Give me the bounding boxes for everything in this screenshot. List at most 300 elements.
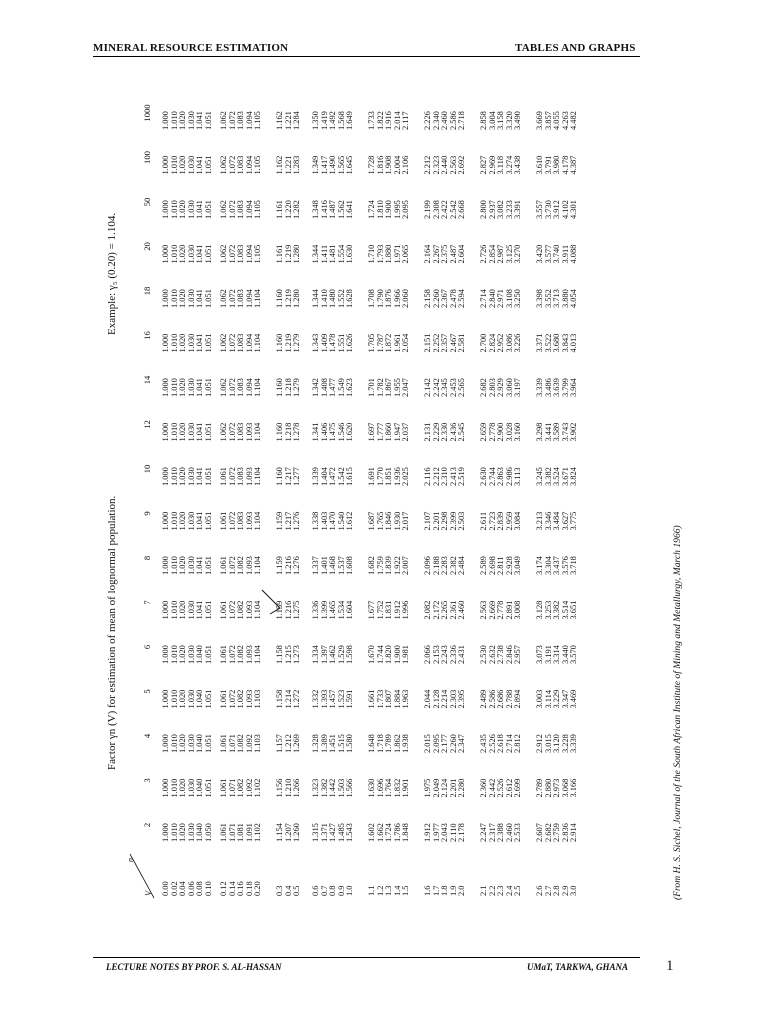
row-label: 0.12 xyxy=(219,881,228,896)
page-footer-right: UMaT, TARKWA, GHANA xyxy=(527,962,629,972)
table-cell: 3.226 xyxy=(513,333,523,353)
value-column xyxy=(424,690,467,709)
value-column xyxy=(312,823,355,842)
value-column xyxy=(424,334,467,353)
table-cell: 1.020 xyxy=(178,200,188,219)
table-cell: 1.161 xyxy=(275,200,284,219)
table-cell: 3.524 xyxy=(552,467,562,486)
value-column xyxy=(162,200,214,219)
table-cell: 1.608 xyxy=(345,556,355,575)
table-cell: 1.010 xyxy=(169,556,179,575)
table-cell: 1.072 xyxy=(227,333,237,353)
value-column xyxy=(276,423,302,442)
table-cell: 3.743 xyxy=(560,422,570,442)
table-cell: 2.811 xyxy=(496,556,506,575)
table-cell: 2.986 xyxy=(504,467,514,486)
table-cell: 1.214 xyxy=(283,689,293,709)
table-cell: 1.072 xyxy=(227,600,237,620)
table-cell: 1.280 xyxy=(292,244,302,264)
row-label: 0.02 xyxy=(169,881,179,896)
value-column xyxy=(276,200,302,219)
rotated-table-region xyxy=(92,90,692,940)
table-cell: 3.339 xyxy=(535,378,544,397)
value-column xyxy=(312,556,355,575)
table-cell: 1.072 xyxy=(227,511,237,531)
table-cell: 2.107 xyxy=(423,511,432,531)
table-cell: 1.040 xyxy=(195,823,205,842)
table-cell: 1.030 xyxy=(186,778,196,798)
table-cell: 2.153 xyxy=(431,645,441,664)
table-cell: 2.854 xyxy=(487,244,497,264)
table-cell: 2.467 xyxy=(448,333,458,353)
table-cell: 2.323 xyxy=(431,155,441,175)
value-column xyxy=(162,156,214,175)
table-cell: 2.283 xyxy=(440,556,450,575)
table-cell: 1.020 xyxy=(178,422,188,442)
value-column xyxy=(312,423,355,442)
table-cell: 1.040 xyxy=(195,645,205,664)
value-column xyxy=(220,111,263,130)
table-cell: 1.862 xyxy=(392,734,402,753)
table-cell: 1.278 xyxy=(292,422,302,442)
table-cell: 1.620 xyxy=(345,422,355,442)
table-cell: 1.051 xyxy=(203,467,213,486)
table-cell: 2.692 xyxy=(457,155,467,175)
table-cell: 1.020 xyxy=(178,556,188,575)
value-column xyxy=(536,156,579,175)
table-cell: 1.338 xyxy=(311,511,320,531)
table-cell: 1.216 xyxy=(283,556,293,575)
table-cell: 1.348 xyxy=(311,200,320,219)
value-column xyxy=(276,734,302,753)
table-cell: 1.728 xyxy=(367,155,376,175)
table-cell: 2.840 xyxy=(487,289,497,308)
table-cell: 1.040 xyxy=(195,778,205,798)
row-label: 2.9 xyxy=(560,885,570,896)
table-cell: 4.263 xyxy=(560,111,570,130)
table-cell: 2.971 xyxy=(496,289,506,308)
table-cell: 2.431 xyxy=(457,645,467,664)
table-cell: 1.160 xyxy=(275,467,284,486)
table-cell: 3.680 xyxy=(552,333,562,353)
table-cell: 2.460 xyxy=(504,823,514,842)
table-cell: 1.648 xyxy=(367,734,376,753)
table-cell: 1.724 xyxy=(384,823,394,842)
table-cell: 1.092 xyxy=(244,734,254,753)
table-cell: 1.094 xyxy=(244,378,254,397)
value-column xyxy=(368,289,411,308)
table-cell: 1.072 xyxy=(227,556,237,575)
table-cell: 1.807 xyxy=(384,689,394,709)
table-cell: 2.894 xyxy=(513,689,523,709)
table-cell: 1.630 xyxy=(367,778,376,798)
table-cell: 1.020 xyxy=(178,734,188,753)
table-cell: 1.537 xyxy=(336,556,346,575)
value-column xyxy=(220,690,263,709)
table-cell: 1.061 xyxy=(219,823,228,842)
table-cell: 1.093 xyxy=(244,689,254,709)
table-cell: 2.723 xyxy=(487,511,497,531)
table-cell: 3.229 xyxy=(552,689,562,709)
table-cell: 1.393 xyxy=(319,689,329,709)
table-cell: 1.219 xyxy=(283,333,293,353)
table-cell: 1.922 xyxy=(392,556,402,575)
table-cell: 1.323 xyxy=(311,778,320,798)
table-cell: 1.041 xyxy=(195,378,205,397)
value-column xyxy=(220,200,263,219)
table-cell: 2.789 xyxy=(535,778,544,798)
table-cell: 3.964 xyxy=(569,378,579,397)
table-cell: 2.700 xyxy=(479,333,488,353)
value-column xyxy=(536,645,579,664)
table-cell: 2.533 xyxy=(513,823,523,842)
row-label: 3.0 xyxy=(569,885,579,896)
table-cell: 1.041 xyxy=(195,155,205,175)
table-cell: 2.611 xyxy=(479,511,488,531)
table-cell: 1.872 xyxy=(384,333,394,353)
table-cell: 1.030 xyxy=(186,467,196,486)
table-cell: 1.477 xyxy=(328,378,338,397)
table-cell: 3.671 xyxy=(560,467,570,486)
table-cell: 1.219 xyxy=(283,244,293,264)
table-cell: 1.410 xyxy=(319,289,329,308)
table-cell: 2.973 xyxy=(552,778,562,798)
table-cell: 1.816 xyxy=(375,155,385,175)
row-label: 0.08 xyxy=(195,881,205,896)
table-cell: 2.054 xyxy=(401,333,411,353)
table-cell: 1.082 xyxy=(236,778,246,798)
table-cell: 1.696 xyxy=(375,778,385,798)
table-cell: 2.846 xyxy=(504,645,514,664)
value-column xyxy=(480,645,523,664)
table-cell: 1.487 xyxy=(328,200,338,219)
table-cell: 2.759 xyxy=(552,823,562,842)
table-cell: 1.030 xyxy=(186,600,196,620)
table-cell: 1.465 xyxy=(328,600,338,620)
table-cell: 3.028 xyxy=(504,422,514,442)
table-cell: 1.161 xyxy=(275,244,284,264)
value-column xyxy=(536,556,579,575)
table-cell: 1.061 xyxy=(219,600,228,620)
value-column xyxy=(424,111,467,130)
table-cell: 1.082 xyxy=(236,600,246,620)
table-cell: 1.963 xyxy=(401,689,411,709)
value-column xyxy=(480,467,523,486)
table-cell: 2.891 xyxy=(504,600,514,620)
table-cell: 2.858 xyxy=(479,111,488,130)
value-column xyxy=(480,245,523,264)
table-cell: 1.082 xyxy=(236,645,246,664)
table-cell: 3.912 xyxy=(552,200,562,219)
value-column xyxy=(480,512,523,531)
table-cell: 1.051 xyxy=(203,111,213,130)
table-cell: 1.901 xyxy=(401,778,411,798)
value-column xyxy=(368,601,411,620)
table-cell: 1.000 xyxy=(161,778,170,798)
table-cell: 1.030 xyxy=(186,155,196,175)
value-column xyxy=(162,556,214,575)
value-column xyxy=(424,289,467,308)
table-cell: 2.212 xyxy=(431,467,441,486)
table-cell: 1.160 xyxy=(275,422,284,442)
table-cell: 1.062 xyxy=(219,111,228,130)
table-cell: 1.641 xyxy=(345,200,355,219)
table-cell: 1.062 xyxy=(219,244,228,264)
table-cell: 1.662 xyxy=(375,823,385,842)
footer-rule xyxy=(93,957,640,958)
table-cell: 1.010 xyxy=(169,111,179,130)
table-cell: 1.105 xyxy=(253,200,263,219)
table-cell: 2.969 xyxy=(487,155,497,175)
table-cell: 2.880 xyxy=(543,778,553,798)
table-cell: 1.030 xyxy=(186,289,196,308)
value-column xyxy=(536,423,579,442)
table-cell: 2.128 xyxy=(431,689,441,709)
value-column xyxy=(220,423,263,442)
table-cell: 3.060 xyxy=(504,378,514,397)
table-cell: 3.382 xyxy=(543,467,553,486)
table-cell: 1.104 xyxy=(253,378,263,397)
table-cell: 2.453 xyxy=(448,378,458,397)
value-column xyxy=(276,823,302,842)
table-cell: 1.041 xyxy=(195,111,205,130)
table-cell: 2.265 xyxy=(440,600,450,620)
value-column xyxy=(220,378,263,397)
row-label-group xyxy=(312,886,355,896)
table-cell: 1.072 xyxy=(227,645,237,664)
column-header: 10 xyxy=(142,464,152,474)
table-cell: 1.094 xyxy=(244,111,254,130)
table-cell: 1.848 xyxy=(401,823,411,842)
value-column xyxy=(536,779,579,798)
table-cell: 1.061 xyxy=(219,734,228,753)
table-cell: 2.929 xyxy=(496,378,506,397)
table-cell: 1.010 xyxy=(169,689,179,709)
table-cell: 1.350 xyxy=(311,111,320,130)
value-column xyxy=(368,512,411,531)
table-cell: 1.104 xyxy=(253,511,263,531)
table-cell: 1.217 xyxy=(283,511,293,531)
table-cell: 2.004 xyxy=(392,155,402,175)
table-cell: 1.000 xyxy=(161,511,170,531)
table-cell: 3.740 xyxy=(552,244,562,264)
table-cell: 3.718 xyxy=(569,556,579,575)
table-cell: 1.020 xyxy=(178,289,188,308)
column-header: 9 xyxy=(142,511,152,516)
table-cell: 2.478 xyxy=(448,289,458,308)
table-cell: 2.164 xyxy=(423,244,432,264)
table-cell: 2.201 xyxy=(448,778,458,798)
column-header: 5 xyxy=(142,689,152,694)
table-cell: 1.051 xyxy=(203,244,213,264)
table-cell: 1.219 xyxy=(283,289,293,308)
table-cell: 1.846 xyxy=(384,511,394,531)
table-cell: 1.160 xyxy=(275,289,284,308)
table-cell: 2.229 xyxy=(431,422,441,442)
value-column xyxy=(368,779,411,798)
table-cell: 1.280 xyxy=(292,289,302,308)
table-cell: 1.515 xyxy=(336,734,346,753)
table-cell: 1.995 xyxy=(392,200,402,219)
table-cell: 2.738 xyxy=(496,645,506,664)
value-column xyxy=(162,467,214,486)
table-cell: 1.000 xyxy=(161,422,170,442)
table-cell: 1.277 xyxy=(292,467,302,486)
table-cell: 1.266 xyxy=(292,778,302,798)
value-column xyxy=(424,779,467,798)
table-cell: 3.049 xyxy=(513,556,523,575)
table-cell: 1.623 xyxy=(345,378,355,397)
table-cell: 2.632 xyxy=(487,645,497,664)
table-cell: 1.371 xyxy=(319,823,329,842)
table-cell: 2.242 xyxy=(431,378,441,397)
table-cell: 3.118 xyxy=(496,155,506,175)
table-cell: 1.091 xyxy=(244,823,254,842)
table-cell: 2.172 xyxy=(431,600,441,620)
table-cell: 1.218 xyxy=(283,422,293,442)
table-cell: 1.789 xyxy=(384,734,394,753)
table-cell: 1.691 xyxy=(367,467,376,486)
table-cell: 3.108 xyxy=(504,289,514,308)
value-column xyxy=(276,512,302,531)
table-cell: 3.522 xyxy=(543,333,553,353)
column-header: 2 xyxy=(142,822,152,828)
value-column xyxy=(368,334,411,353)
table-cell: 1.682 xyxy=(367,556,376,575)
table-cell: 2.563 xyxy=(479,600,488,620)
value-column xyxy=(368,378,411,397)
table-cell: 1.010 xyxy=(169,734,179,753)
table-cell: 1.492 xyxy=(328,111,338,130)
table-cell: 1.342 xyxy=(311,378,320,397)
table-cell: 3.775 xyxy=(569,511,579,531)
table-cell: 3.073 xyxy=(535,645,544,664)
table-cell: 1.030 xyxy=(186,422,196,442)
table-cell: 1.210 xyxy=(283,778,293,798)
table-cell: 1.283 xyxy=(292,155,302,175)
value-column xyxy=(162,111,214,130)
table-cell: 2.900 xyxy=(496,422,506,442)
table-cell: 1.158 xyxy=(275,689,284,709)
value-column xyxy=(162,823,214,842)
table-cell: 1.102 xyxy=(253,778,263,798)
row-label-group xyxy=(424,886,467,896)
value-column xyxy=(536,334,579,353)
table-cell: 1.339 xyxy=(311,467,320,486)
table-cell: 3.791 xyxy=(543,155,553,175)
table-cell: 1.759 xyxy=(375,556,385,575)
table-cell: 1.083 xyxy=(236,200,246,219)
table-cell: 3.128 xyxy=(535,600,544,620)
row-label: 1.9 xyxy=(448,885,458,896)
table-cell: 1.565 xyxy=(336,155,346,175)
table-cell: 3.004 xyxy=(487,111,497,130)
table-cell: 2.212 xyxy=(423,155,432,175)
column-header: 3 xyxy=(142,778,152,783)
table-cell: 1.050 xyxy=(203,823,213,842)
table-cell: 2.330 xyxy=(440,422,450,442)
table-cell: 2.310 xyxy=(440,467,450,486)
table-cell: 1.083 xyxy=(236,422,246,442)
table-cell: 2.158 xyxy=(423,289,432,308)
table-cell: 1.334 xyxy=(311,645,320,664)
row-label-group xyxy=(480,886,523,896)
table-cell: 1.626 xyxy=(345,333,355,353)
column-header: 16 xyxy=(142,331,152,340)
table-cell: 2.607 xyxy=(535,823,544,842)
table-cell: 4.387 xyxy=(569,155,579,175)
table-cell: 3.484 xyxy=(552,511,562,531)
table-cell: 3.245 xyxy=(535,467,544,486)
table-cell: 1.020 xyxy=(178,778,188,798)
table-cell: 3.003 xyxy=(535,689,544,709)
value-column xyxy=(276,690,302,709)
table-cell: 1.701 xyxy=(367,378,376,397)
table-cell: 2.526 xyxy=(496,778,506,798)
table-cell: 1.083 xyxy=(236,378,246,397)
value-column xyxy=(480,690,523,709)
table-cell: 1.451 xyxy=(328,734,338,753)
table-cell: 1.490 xyxy=(328,155,338,175)
table-cell: 1.615 xyxy=(345,467,355,486)
value-column xyxy=(162,512,214,531)
table-cell: 1.481 xyxy=(328,244,338,264)
table-cell: 1.000 xyxy=(161,155,170,175)
row-label: 1.2 xyxy=(375,885,385,896)
table-cell: 2.565 xyxy=(457,378,467,397)
value-column xyxy=(312,601,355,620)
table-cell: 1.083 xyxy=(236,155,246,175)
value-column xyxy=(424,734,467,753)
table-cell: 1.765 xyxy=(375,511,385,531)
table-cell: 1.051 xyxy=(203,289,213,308)
table-cell: 2.436 xyxy=(448,422,458,442)
table-cell: 1.820 xyxy=(384,645,394,664)
table-cell: 3.469 xyxy=(569,689,579,709)
table-cell: 1.408 xyxy=(319,378,329,397)
table-cell: 1.764 xyxy=(384,778,394,798)
value-column xyxy=(368,111,411,130)
value-column xyxy=(480,334,523,353)
table-cell: 2.252 xyxy=(431,333,441,353)
value-column xyxy=(368,556,411,575)
table-cell: 1.403 xyxy=(319,511,329,531)
table-cell: 3.320 xyxy=(504,111,514,130)
table-cell: 1.810 xyxy=(375,200,385,219)
table-cell: 2.952 xyxy=(496,333,506,353)
table-cell: 2.131 xyxy=(423,422,432,442)
table-cell: 1.591 xyxy=(345,689,355,709)
table-cell: 1.072 xyxy=(227,244,237,264)
table-cell: 1.072 xyxy=(227,200,237,219)
table-cell: 2.545 xyxy=(457,422,467,442)
value-column xyxy=(424,156,467,175)
table-cell: 2.142 xyxy=(423,378,432,397)
table-cell: 2.487 xyxy=(448,244,458,264)
table-cell: 1.612 xyxy=(345,511,355,531)
table-cell: 3.191 xyxy=(543,645,553,664)
table-cell: 1.630 xyxy=(345,244,355,264)
table-cell: 2.267 xyxy=(431,244,441,264)
table-cell: 1.975 xyxy=(423,778,432,798)
table-cell: 1.822 xyxy=(375,111,385,130)
value-column xyxy=(312,245,355,264)
table-cell: 2.243 xyxy=(440,645,450,664)
value-column xyxy=(162,378,214,397)
table-cell: 2.178 xyxy=(457,823,467,842)
value-column xyxy=(220,601,263,620)
table-cell: 2.682 xyxy=(543,823,553,842)
